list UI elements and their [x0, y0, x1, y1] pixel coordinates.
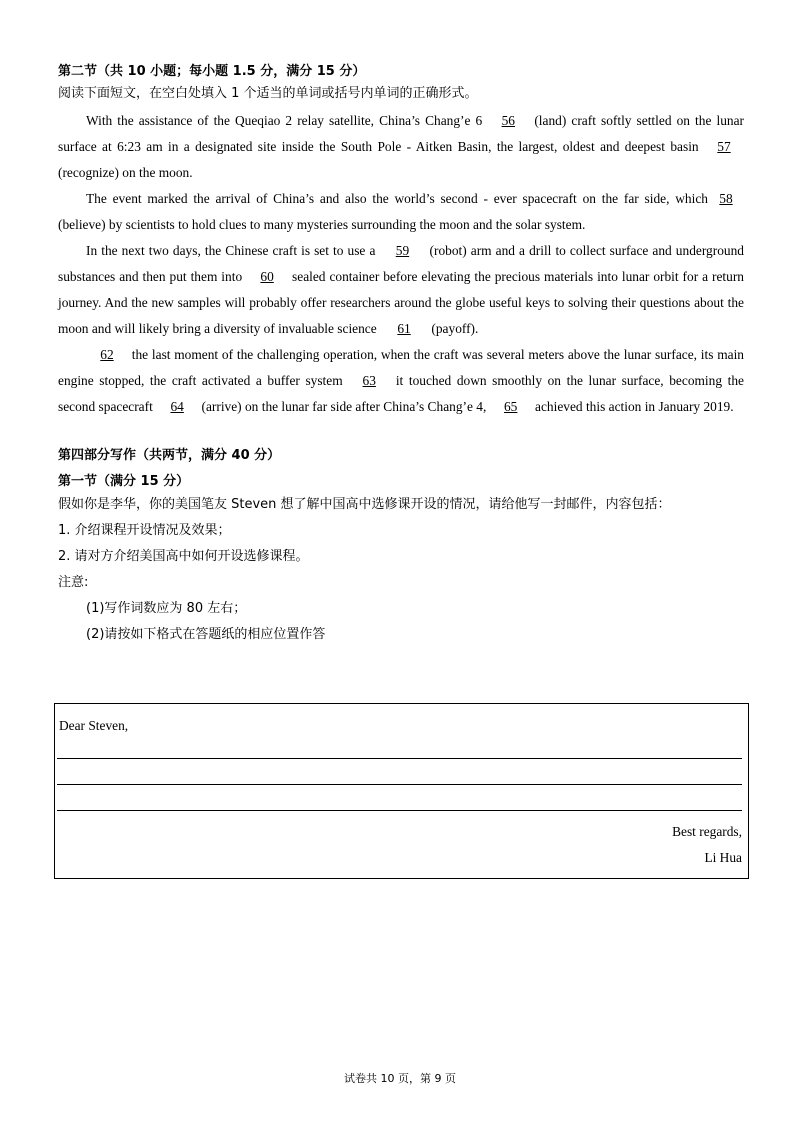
letter-signature: Li Hua: [704, 850, 742, 865]
writing-point-2: 2. 请对方介绍美国高中如何开设选修课程。: [58, 549, 309, 564]
blank-57: 57: [717, 139, 731, 154]
blank-63: 63: [362, 373, 376, 388]
letter-greeting: Dear Steven,: [59, 718, 129, 733]
note-label: 注意:: [58, 575, 89, 590]
blank-58: 58: [719, 191, 733, 206]
passage-paragraph-4: 62 the last moment of the challenging operation, when the craft was several meters above the lunar surface, its main engine stopped, the craft activated a buffer system 63 it touched down smoothly on the lunar surface, becoming the second spacecraft 64 (arrive) on the lunar far side after China’s Chang’e 4, 65 achieved this action in January 2019.: [58, 342, 744, 420]
section2-instruction: 阅读下面短文，在空白处填入 1 个适当的单词或括号内单词的正确形式。: [58, 86, 478, 101]
blank-59: 59: [395, 243, 410, 258]
writing-line-1: [57, 758, 742, 759]
part4-title: 第四部分写作（共两节，满分 40 分）: [58, 448, 281, 463]
letter-closing: Best regards,: [672, 824, 742, 839]
passage-paragraph-3: In the next two days, the Chinese craft is set to use a 59 (robot) arm and a drill to collect surface and underground substances and then put them into 60 sealed container before elevating the precious materials into lunar orbit for a return journey. And the new samples will probably offer researchers around the globe useful keys to solving their questions about the moon and will likely bring a diversity of invaluable science 61 (payoff).: [58, 238, 744, 342]
part4-section1-title: 第一节（满分 15 分）: [58, 474, 190, 489]
blank-60: 60: [260, 269, 274, 284]
blank-64: 64: [170, 399, 184, 414]
passage-paragraph-1: With the assistance of the Queqiao 2 relay satellite, China’s Chang’e 6 56 (land) craft softly settled on the lunar surface at 6:23 am in a designated site inside the South Pole - Aitken Basin, the largest, oldest and deepest basin 57 (recognize) on the moon.: [58, 108, 744, 186]
writing-point-1: 1. 介绍课程开设情况及效果；: [58, 523, 231, 538]
writing-line-3: [57, 810, 742, 811]
writing-prompt: 假如你是李华，你的美国笔友 Steven 想了解中国高中选修课开设的情况，请给他写一封邮件，内容包括：: [58, 497, 671, 512]
writing-line-2: [57, 784, 742, 785]
exam-page: [58, 62, 744, 648]
note-2: (2)请按如下格式在答题纸的相应位置作答: [86, 627, 326, 642]
blank-61: 61: [397, 321, 411, 336]
page-footer: 试卷共 10 页，第 9 页: [344, 1072, 456, 1085]
letter-template-box: [54, 703, 749, 879]
blank-62: 62: [100, 347, 114, 362]
blank-56: 56: [501, 113, 515, 128]
note-1: (1)写作词数应为 80 左右；: [86, 601, 247, 616]
section2-title: 第二节（共 10 小题；每小题 1.5 分，满分 15 分）: [58, 64, 366, 79]
passage-paragraph-2: The event marked the arrival of China’s and also the world’s second - ever spacecraft on the far side, which 58 (believe) by scientists to hold clues to many mysteries surrounding the moon and the solar system.: [58, 186, 744, 238]
blank-65: 65: [503, 399, 518, 414]
